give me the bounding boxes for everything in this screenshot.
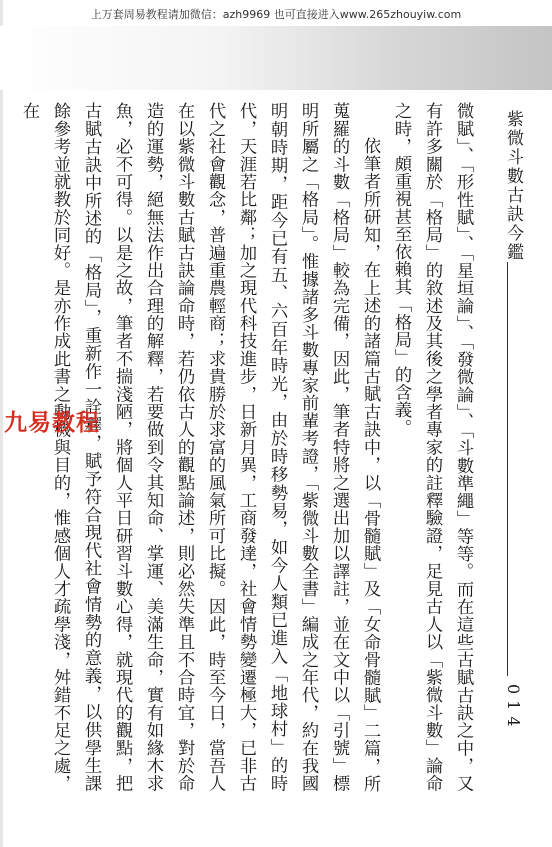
book-title: 紫微斗數古訣今鑑	[503, 110, 523, 262]
top-ad-banner: 上万套周易教程请加微信：azh9969 也可直接进入www.265zhouyiw.com	[90, 8, 462, 21]
page-edge-shadow	[0, 0, 3, 847]
page-number: 014	[504, 684, 523, 733]
paragraph-1: 微賦」、「形性賦」、「星垣論」、「發微論」、「斗數準繩」等等。而在這些古賦古訣之中，又有許多關於「格局」的敘述及其後之學者專家的註釋驗證，足見古人以「紫微斗數」論命之時，頗重視甚至依賴其「格局」的含義。	[391, 102, 473, 792]
watermark-logo: 九易教程	[4, 410, 100, 436]
header-gradient-band	[0, 26, 552, 90]
paragraph-2: 依筆者所研知，在上述的諸篇古賦古訣中，以「骨髓賦」及「女命骨髓賦」二篇，所蒐羅的斗數「格局」較為完備，因此，筆者特將之選出加以譯註，並在文中以「引號」標明所屬之「格局」。惟據諸多斗數專家前輩考證，「紫微斗數全書」編成之年代，約在我國明朝時期，距今已有五、六百年時光，由於時移勢易，如今人類已進入「地球村」的時代，天涯若比鄰；加之現代科技進步，日新月異，工商發達，社會情勢變遷極大，已非古代之社會觀念，普遍重農輕商；求貴勝於求富的風氣所可比擬。因此，時至今日，當吾人在以紫微斗數古賦古訣論命時，若仍依古人的觀點論述，則必然失準且不合時宜，對於命造的運勢，絕無法作出合理的解釋，若要做到令其知命、掌運、美滿生命，實有如緣木求魚，必不可得。以是之故，筆者不揣淺陋，將個人平日研習斗數心得，就現代的觀點，把古賦古訣中所述的「格局」，重新作一詮釋，賦予符合現代社會情勢的意義，以供學生課餘參考並就教於同好。是亦作成此書之動機與目的，惟感個人才疏學淺，舛錯不足之處，在	[19, 102, 380, 792]
title-rule-line	[507, 262, 508, 676]
